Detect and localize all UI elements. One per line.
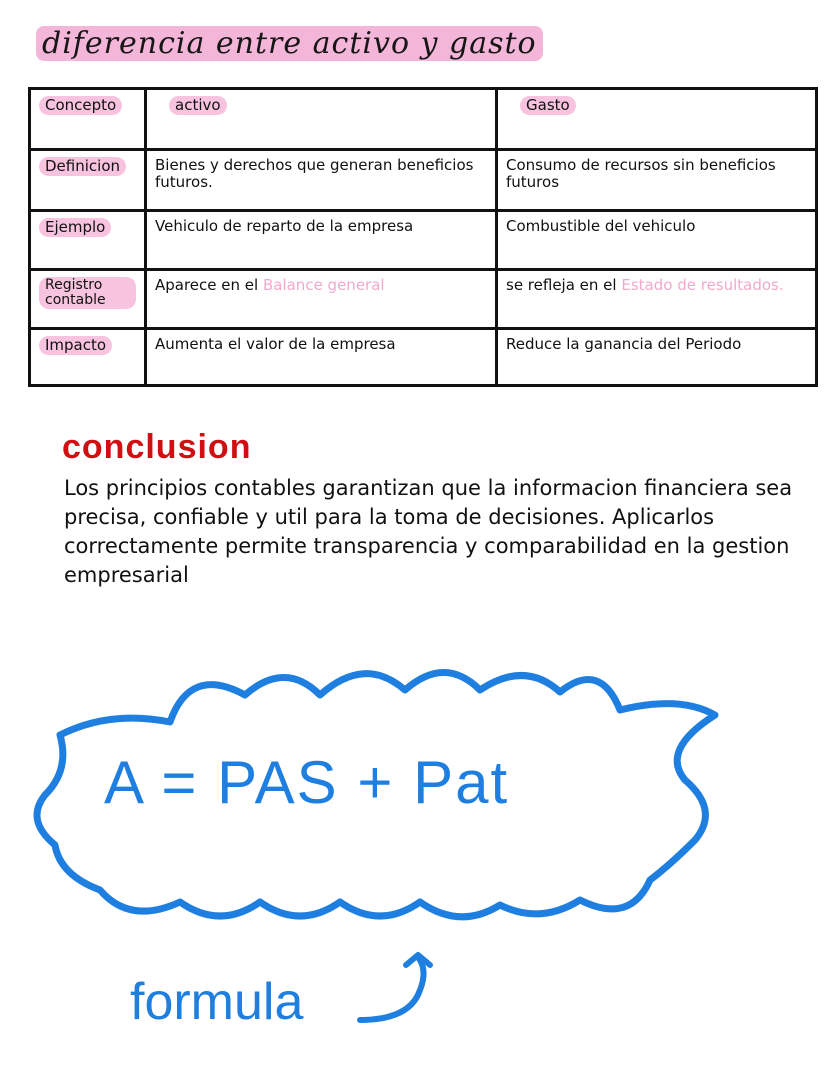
activo-prefix-text: Aparece en el [155,276,259,294]
table-row [30,150,817,211]
activo-highlight-text: Balance general [262,276,385,294]
row-concept-label: Ejemplo [39,218,111,237]
table-row [30,211,817,270]
curved-arrow-icon [350,945,450,1035]
header-cell-concepto [30,89,146,150]
gasto-highlight-text: Estado de resultados. [621,276,784,294]
row-concept-label: Definicion [39,157,126,176]
formula-label: formula [130,973,304,1031]
table-row [30,270,817,329]
header-label-gasto: Gasto [520,96,576,115]
activo-cell [146,270,497,329]
gasto-cell: Consumo de recursos sin beneficios futuros [497,150,817,211]
activo-cell: Aumenta el valor de la empresa [146,329,497,386]
row-concept-cell [30,270,146,329]
page-title-text: diferencia entre activo y gasto [36,26,543,61]
row-concept-cell [30,150,146,211]
formula-equation: A = PAS + Pat [104,749,510,816]
activo-cell: Bienes y derechos que generan beneficios futuros. [146,150,497,211]
gasto-prefix-text: se refleja en el [506,276,617,294]
table-header-row [30,89,817,150]
header-cell-gasto [497,89,817,150]
header-cell-activo [146,89,497,150]
gasto-cell [497,270,817,329]
activo-cell: Vehiculo de reparto de la empresa [146,211,497,270]
gasto-cell: Reduce la ganancia del Periodo [497,329,817,386]
header-label-activo: activo [169,96,227,115]
header-label-concepto: Concepto [39,96,122,115]
comparison-table [28,87,818,387]
row-concept-cell [30,211,146,270]
row-concept-label: Impacto [39,336,112,355]
row-concept-label: Registro contable [39,277,136,309]
conclusion-heading: conclusion [62,428,252,466]
gasto-cell: Combustible del vehiculo [497,211,817,270]
row-concept-cell [30,329,146,386]
table-row [30,329,817,386]
page-title [36,22,543,66]
conclusion-body: Los principios contables garantizan que la informacion financiera sea precisa, confiable y util para la toma de decisiones. Aplicarlos correctamente permite transparencia y comparabilidad en la gestion empresarial [64,476,793,587]
